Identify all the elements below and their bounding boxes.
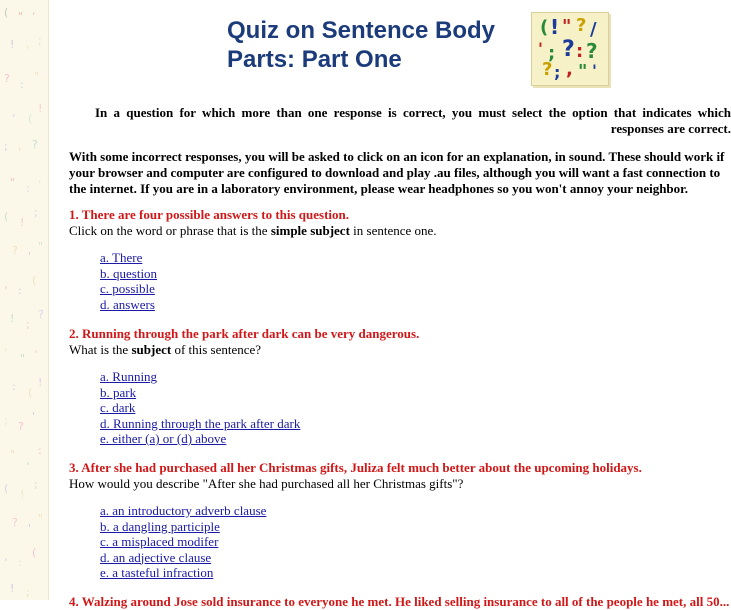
answer-option bbox=[100, 519, 266, 535]
answer-option bbox=[100, 534, 266, 550]
answer-option bbox=[100, 281, 157, 297]
question-prompt bbox=[69, 476, 731, 492]
question-1 bbox=[69, 207, 731, 312]
prompt-text: What is the bbox=[69, 342, 132, 357]
answer-option bbox=[100, 503, 266, 519]
answer-link[interactable]: e. either (a) or (d) above bbox=[100, 431, 227, 446]
answer-link[interactable]: a. an introductory adverb clause bbox=[100, 503, 267, 518]
answer-option bbox=[100, 250, 157, 266]
answer-option bbox=[100, 565, 266, 581]
answer-link[interactable]: a. Running bbox=[100, 369, 158, 384]
answer-list bbox=[100, 369, 300, 447]
answer-link[interactable]: a. There bbox=[100, 250, 143, 265]
answer-link[interactable]: b. a dangling participle bbox=[100, 518, 220, 534]
answer-option bbox=[100, 369, 300, 385]
answer-link[interactable]: b. park bbox=[100, 384, 137, 400]
answer-link[interactable]: c. a misplaced modifer bbox=[100, 534, 219, 549]
answer-option bbox=[100, 550, 266, 566]
answer-link[interactable]: c. possible bbox=[100, 281, 155, 296]
answer-link[interactable]: d. Running through the park after dark bbox=[100, 415, 301, 431]
answer-link[interactable]: e. a tasteful infraction bbox=[100, 565, 214, 580]
page-title-line1: Quiz on Sentence Body bbox=[227, 17, 496, 44]
punctuation-image: ( ! " ? / ' ; ? : ? ? ; , " ' bbox=[531, 12, 609, 86]
answer-link[interactable]: c. dark bbox=[100, 400, 136, 415]
question-2 bbox=[69, 326, 731, 446]
prompt-emphasis: subject bbox=[131, 342, 172, 357]
answer-option bbox=[100, 400, 300, 416]
intro-paragraph-2: With some incorrect responses, you will be asked to click on an icon for an explanation, in sound. These should work if your browser and computer are configured to download and play .au files, although you will want a fast connection to the internet. If you are in a laboratory environment, please wear headphones so you won't annoy your neighbor. bbox=[69, 149, 725, 196]
question-heading: 4. Walzing around Jose sold insurance to everyone he met. He liked selling insurance to all of the people he met, all 50... bbox=[69, 594, 730, 609]
prompt-text: Click on the word or phrase that is the bbox=[69, 223, 271, 238]
question-4 bbox=[69, 594, 730, 609]
decorative-margin: ( " , ! ' ; ? : " , ( ! ; ' ? " : , ( ! ; ? ' " , : ( ! ; ? ' " , : ( ! ; ? ' " , : ( ! ; ? ' " , : ( ! ; bbox=[0, 0, 49, 600]
prompt-emphasis: simple subject bbox=[270, 223, 350, 238]
answer-link[interactable]: b. question bbox=[100, 265, 158, 281]
question-heading: 1. There are four possible answers to this question. bbox=[69, 207, 350, 222]
answer-list bbox=[100, 503, 266, 581]
question-prompt bbox=[69, 342, 731, 358]
page-title bbox=[227, 16, 527, 74]
answer-link[interactable]: d. an adjective clause bbox=[100, 549, 212, 565]
answer-option bbox=[100, 297, 157, 313]
answer-link[interactable]: d. answers bbox=[100, 296, 155, 312]
question-heading: 2. Running through the park after dark can be very dangerous. bbox=[69, 326, 420, 341]
intro-paragraph-1: In a question for which more than one response is correct, you must select the option that indicates which responses are correct. bbox=[95, 105, 731, 136]
answer-option bbox=[100, 416, 300, 432]
answer-list bbox=[100, 250, 157, 312]
page-title-line2: Parts: Part One bbox=[227, 46, 402, 73]
prompt-text: How would you describe "After she had purchased all her Christmas gifts"? bbox=[69, 476, 464, 491]
question-heading: 3. After she had purchased all her Christmas gifts, Juliza felt much better about the upcoming holidays. bbox=[69, 460, 642, 475]
prompt-text: of this sentence? bbox=[171, 342, 262, 357]
question-prompt bbox=[69, 223, 731, 239]
answer-option bbox=[100, 431, 300, 447]
prompt-text: in sentence one. bbox=[349, 223, 437, 238]
question-3 bbox=[69, 460, 731, 580]
answer-option bbox=[100, 385, 300, 401]
answer-option bbox=[100, 266, 157, 282]
